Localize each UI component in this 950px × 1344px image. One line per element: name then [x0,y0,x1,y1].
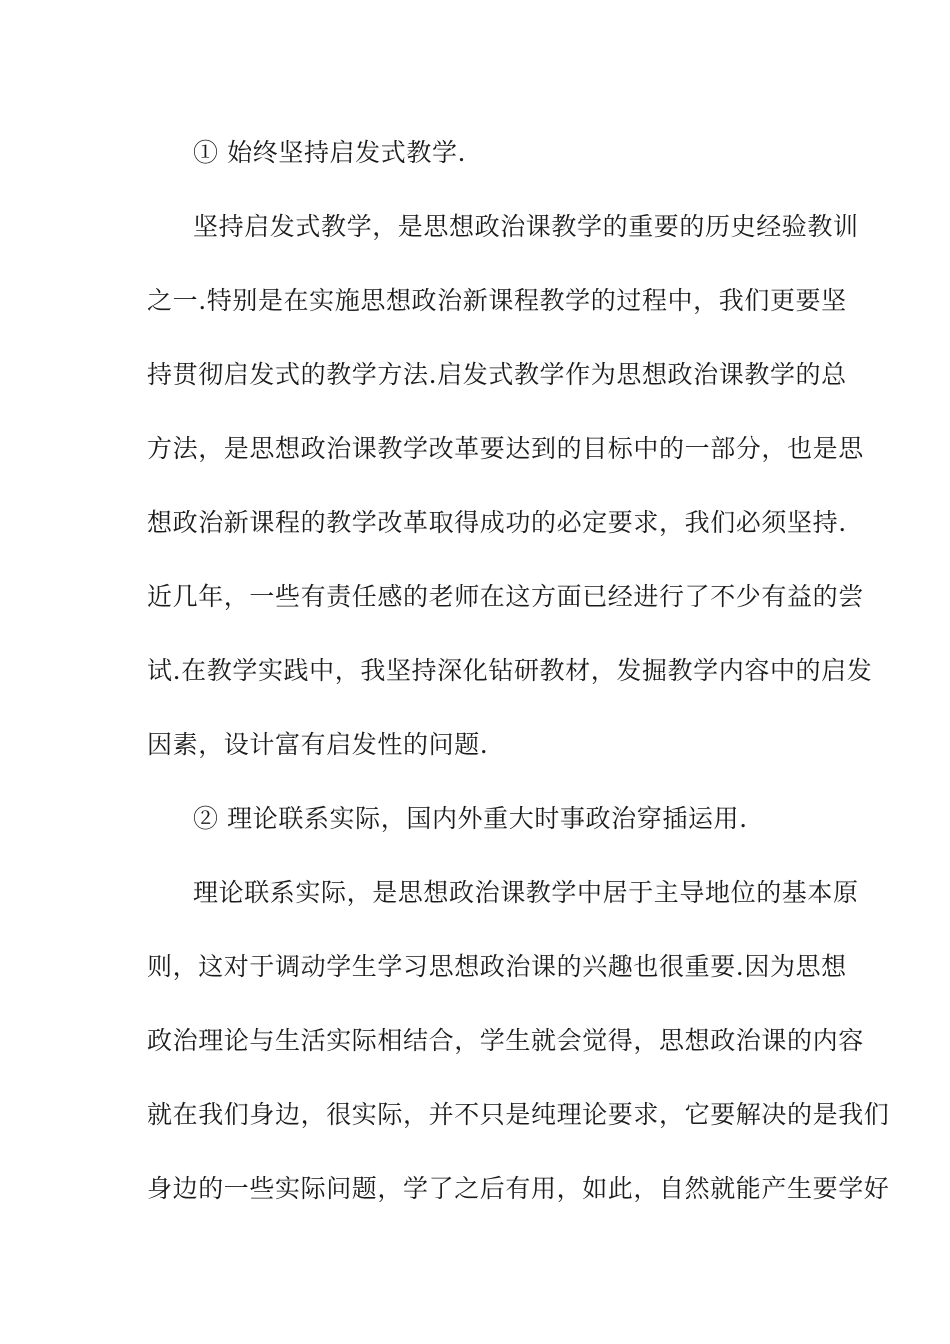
paragraph-line: 就在我们身边，很实际，并不只是纯理论要求，它要解决的是我们 [147,1100,890,1129]
paragraph-line: 想政治新课程的教学改革取得成功的必定要求，我们必须坚持. [147,508,847,537]
paragraph-line: 试.在教学实践中，我坚持深化钻研教材，发掘教学内容中的启发 [147,656,873,685]
paragraph-line: 身边的一些实际问题，学了之后有用，如此，自然就能产生要学好 [147,1174,890,1203]
paragraph-line: 则，这对于调动学生学习思想政治课的兴趣也很重要.因为思想 [147,952,847,981]
paragraph-line: 因素，设计富有启发性的问题. [147,730,489,759]
paragraph-line: 方法，是思想政治课教学改革要达到的目标中的一部分，也是思 [147,434,864,463]
heading-2: ② 理论联系实际，国内外重大时事政治穿插运用. [193,804,748,833]
paragraph-line: 近几年，一些有责任感的老师在这方面已经进行了不少有益的尝 [147,582,864,611]
paragraph-line: 持贯彻启发式的教学方法.启发式教学作为思想政治课教学的总 [147,360,847,389]
paragraph-line: 坚持启发式教学，是思想政治课教学的重要的历史经验教训 [193,212,859,241]
paragraph-line: 之一.特别是在实施思想政治新课程教学的过程中，我们更要坚 [147,286,847,315]
paragraph-line: 理论联系实际，是思想政治课教学中居于主导地位的基本原 [193,878,859,907]
heading-1: ① 始终坚持启发式教学. [193,138,467,167]
paragraph-line: 政治理论与生活实际相结合，学生就会觉得，思想政治课的内容 [147,1026,864,1055]
